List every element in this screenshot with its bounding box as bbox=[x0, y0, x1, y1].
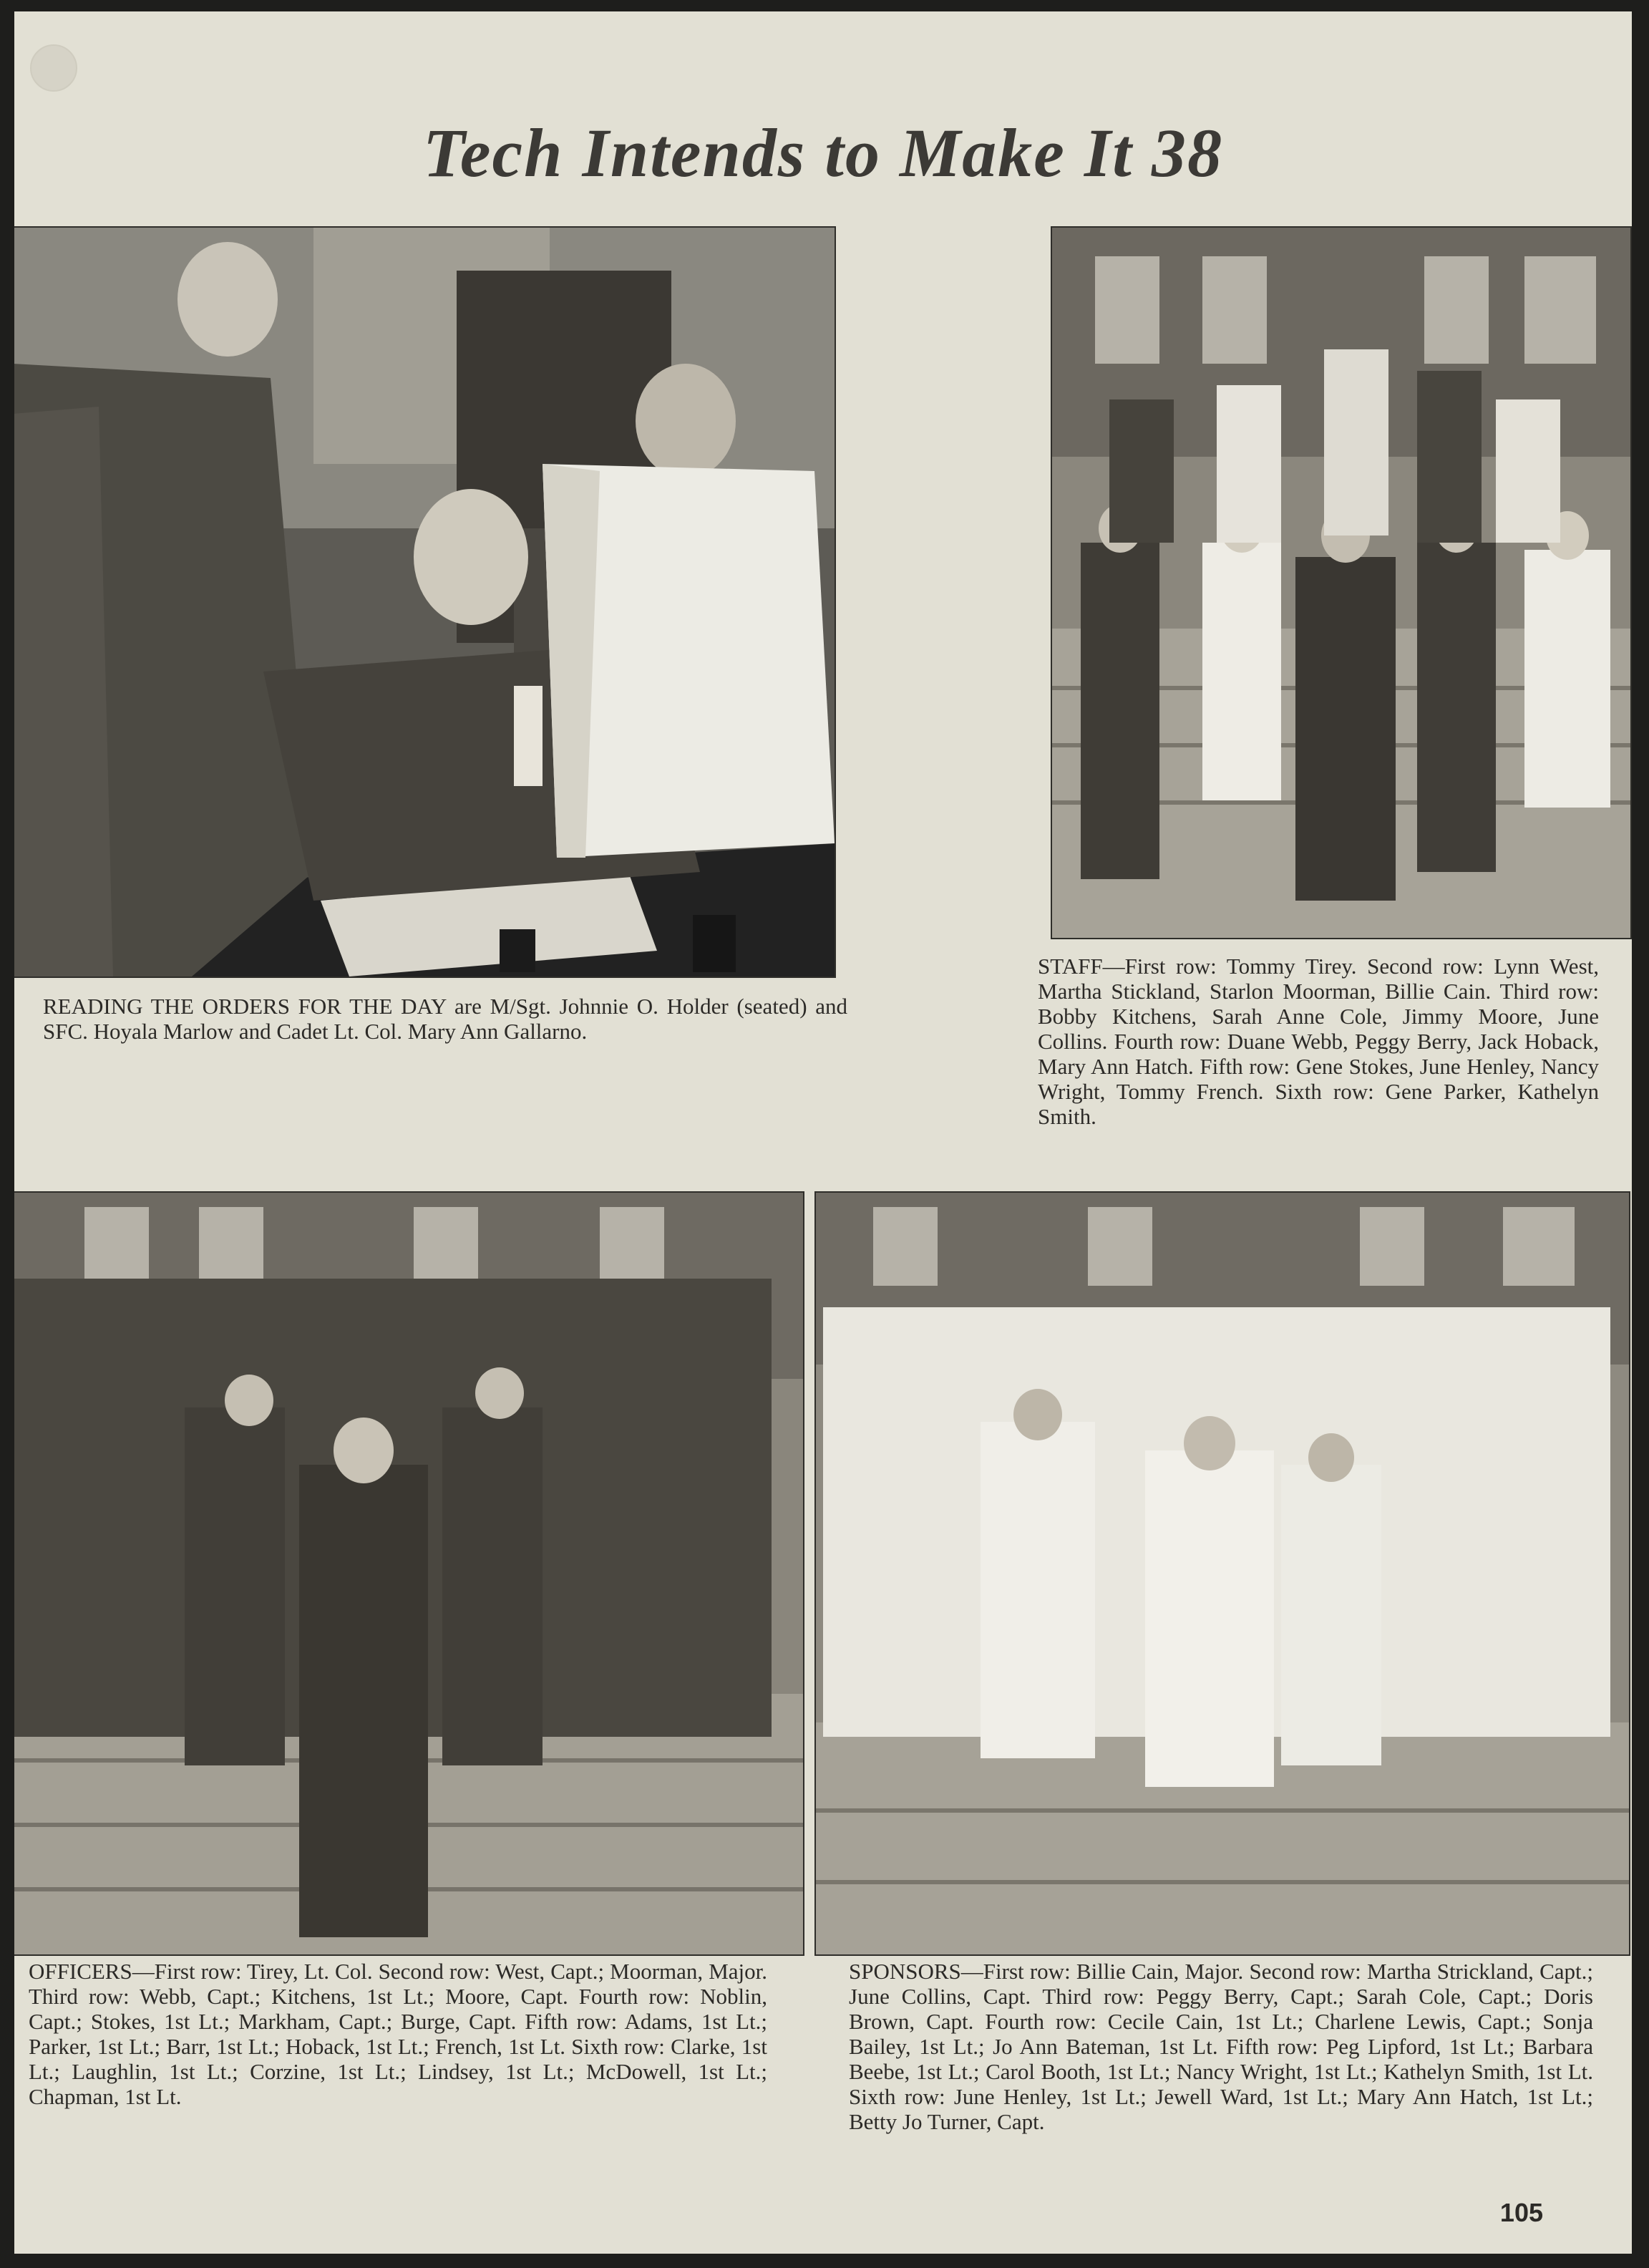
corner-mark bbox=[30, 44, 77, 92]
officers-caption: OFFICERS—First row: Tirey, Lt. Col. Second row: West, Capt.; Moorman, Major. Third row: Webb, Capt.; Kitchens, 1st Lt.; Moore, Capt. Fourth row: Noblin, Capt.; Stokes, 1st Lt.; Markham, Capt.; Burge, Capt. Fifth row: Adams, 1st Lt.; Parker, 1st Lt.; Barr, 1st Lt.; Hoback, 1st Lt.; French, 1st Lt. Sixth row: Clarke, 1st Lt.; Laughlin, 1st Lt.; Corzine, 1st Lt.; Lindsey, 1st Lt.; McDowell, 1st Lt.; Chapman, 1st Lt. bbox=[29, 1959, 767, 2109]
staff-photo bbox=[1051, 226, 1632, 939]
page-title: Tech Intends to Make It 38 bbox=[423, 115, 1223, 192]
orders-photo bbox=[14, 226, 836, 978]
staff-caption: STAFF—First row: Tommy Tirey. Second row: Lynn West, Martha Stickland, Starlon Moorman, Billie Cain. Third row: Bobby Kitchens, Sarah Anne Cole, Jimmy Moore, June Collins. Fourth row: Duane Webb, Peggy Berry, Jack Hoback, Mary Ann Hatch. Fifth row: Gene Stokes, June Henley, Nancy Wright, Tommy French. Sixth row: Gene Parker, Kathelyn Smith. bbox=[1038, 954, 1599, 1129]
sponsors-caption: SPONSORS—First row: Billie Cain, Major. Second row: Martha Strickland, Capt.; June Collins, Capt. Third row: Peggy Berry, Capt.; Sarah Cole, Capt.; Doris Brown, Capt. Fourth row: Cecile Cain, 1st Lt.; Charlene Lewis, Capt.; Sonja Bailey, 1st Lt.; Jo Ann Bateman, 1st Lt. Fifth row: Peg Lipford, 1st Lt.; Barbara Beebe, 1st Lt.; Carol Booth, 1st Lt.; Nancy Wright, 1st Lt.; Kathelyn Smith, 1st Lt. Sixth row: June Henley, 1st Lt.; Jewell Ward, 1st Lt.; Mary Ann Hatch, 1st Lt.; Betty Jo Turner, Capt. bbox=[849, 1959, 1593, 2134]
page-number: 105 bbox=[1499, 2198, 1543, 2227]
officers-photo bbox=[14, 1191, 804, 1956]
orders-caption: READING THE ORDERS FOR THE DAY are M/Sgt. Johnnie O. Holder (seated) and SFC. Hoyala Marlow and Cadet Lt. Col. Mary Ann Gallarno. bbox=[43, 994, 847, 1044]
sponsors-photo bbox=[814, 1191, 1630, 1956]
yearbook-page bbox=[14, 11, 1632, 2254]
